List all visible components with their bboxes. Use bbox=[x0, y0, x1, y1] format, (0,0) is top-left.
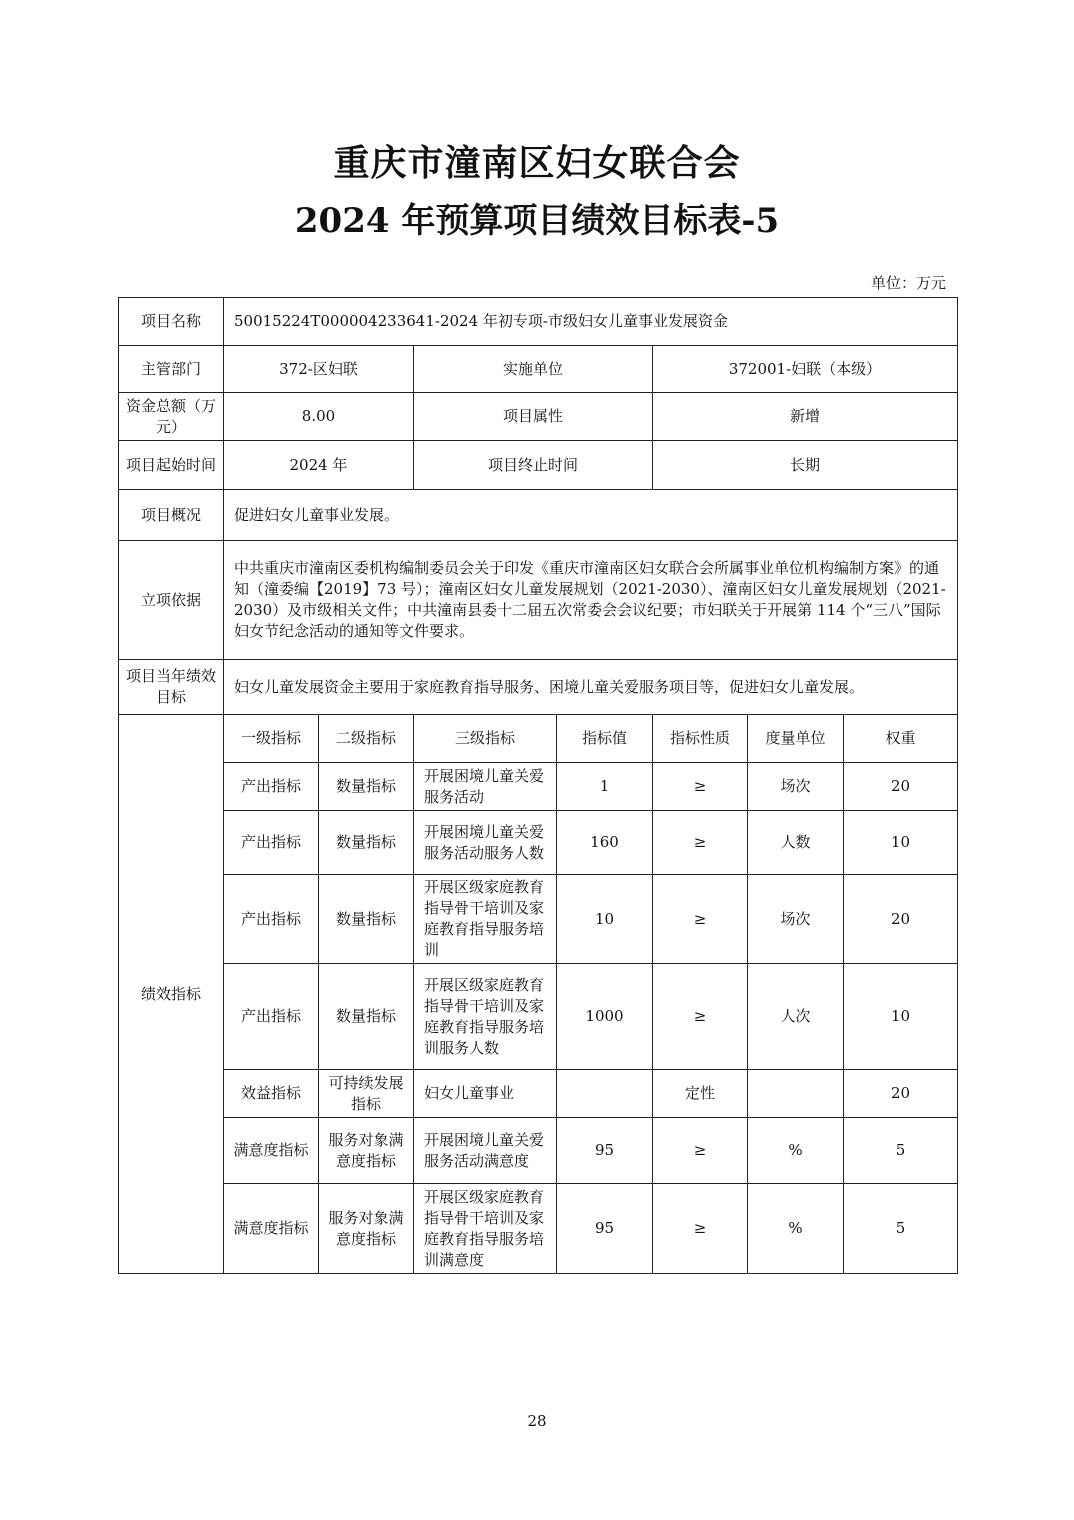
project-name-value: 50015224T000004233641-2024 年初专项-市级妇女儿童事业发展资金 bbox=[224, 298, 958, 346]
level1-cell: 满意度指标 bbox=[224, 1118, 319, 1184]
level1-cell: 产出指标 bbox=[224, 875, 319, 964]
level2-cell: 服务对象满意度指标 bbox=[319, 1118, 414, 1184]
table-row bbox=[119, 1184, 958, 1274]
level2-cell: 服务对象满意度指标 bbox=[319, 1184, 414, 1274]
level2-cell: 数量指标 bbox=[319, 964, 414, 1070]
performance-table bbox=[118, 297, 958, 1274]
value-cell: 1000 bbox=[557, 964, 653, 1070]
goal-label: 项目当年绩效目标 bbox=[119, 660, 224, 715]
weight-cell: 10 bbox=[844, 811, 958, 875]
level3-cell: 开展困境儿童关爱服务活动 bbox=[414, 763, 557, 811]
attr-label: 项目属性 bbox=[414, 393, 653, 441]
overview-label: 项目概况 bbox=[119, 490, 224, 541]
goal-value: 妇女儿童发展资金主要用于家庭教育指导服务、困境儿童关爱服务项目等，促进妇女儿童发展。 bbox=[224, 660, 958, 715]
end-value: 长期 bbox=[653, 441, 958, 490]
level2-cell: 可持续发展指标 bbox=[319, 1070, 414, 1118]
nature-cell: ≥ bbox=[653, 811, 748, 875]
level3-cell: 开展困境儿童关爱服务活动满意度 bbox=[414, 1118, 557, 1184]
weight-cell: 20 bbox=[844, 875, 958, 964]
funds-label: 资金总额（万元） bbox=[119, 393, 224, 441]
project-name-label: 项目名称 bbox=[119, 298, 224, 346]
level3-cell: 开展困境儿童关爱服务活动服务人数 bbox=[414, 811, 557, 875]
table-row bbox=[119, 763, 958, 811]
level2-cell: 数量指标 bbox=[319, 875, 414, 964]
unit-cell: 人次 bbox=[748, 964, 844, 1070]
header-level3: 三级指标 bbox=[414, 715, 557, 763]
level1-cell: 产出指标 bbox=[224, 964, 319, 1070]
table-row bbox=[119, 1070, 958, 1118]
level3-cell: 开展区级家庭教育指导骨干培训及家庭教育指导服务培训服务人数 bbox=[414, 964, 557, 1070]
table-row bbox=[119, 1118, 958, 1184]
header-weight: 权重 bbox=[844, 715, 958, 763]
weight-cell: 20 bbox=[844, 1070, 958, 1118]
table-row bbox=[119, 875, 958, 964]
nature-cell: ≥ bbox=[653, 964, 748, 1070]
value-cell bbox=[557, 1070, 653, 1118]
unit-cell: % bbox=[748, 1118, 844, 1184]
attr-value: 新增 bbox=[653, 393, 958, 441]
header-level1: 一级指标 bbox=[224, 715, 319, 763]
unit-cell: 场次 bbox=[748, 763, 844, 811]
table-row bbox=[119, 811, 958, 875]
basis-value: 中共重庆市潼南区委机构编制委员会关于印发《重庆市潼南区妇女联合会所属事业单位机构编制方案》的通知（潼委编【2019】73 号）；潼南区妇女儿童发展规划（2021-2030）、潼南区妇女儿童发展规划（2021-2030）及市级相关文件；中共潼南县委十二届五次常委会会议纪要；市妇联关于开展第 114 个“三八”国际妇女节纪念活动的通知等文件要求。 bbox=[224, 541, 958, 660]
nature-cell: ≥ bbox=[653, 1184, 748, 1274]
basis-label: 立项依据 bbox=[119, 541, 224, 660]
unit-cell: % bbox=[748, 1184, 844, 1274]
start-label: 项目起始时间 bbox=[119, 441, 224, 490]
value-cell: 10 bbox=[557, 875, 653, 964]
header-level2: 二级指标 bbox=[319, 715, 414, 763]
impl-unit-value: 372001-妇联（本级） bbox=[653, 346, 958, 393]
header-unit: 度量单位 bbox=[748, 715, 844, 763]
header-nature: 指标性质 bbox=[653, 715, 748, 763]
weight-cell: 5 bbox=[844, 1118, 958, 1184]
level3-cell: 妇女儿童事业 bbox=[414, 1070, 557, 1118]
level1-cell: 效益指标 bbox=[224, 1070, 319, 1118]
nature-cell: ≥ bbox=[653, 875, 748, 964]
document-subtitle: 2024 年预算项目绩效目标表-5 bbox=[294, 201, 780, 241]
info-section bbox=[119, 298, 958, 715]
level2-cell: 数量指标 bbox=[319, 811, 414, 875]
indicator-section bbox=[119, 715, 958, 1274]
value-cell: 95 bbox=[557, 1118, 653, 1184]
dept-value: 372-区妇联 bbox=[224, 346, 414, 393]
weight-cell: 20 bbox=[844, 763, 958, 811]
nature-cell: ≥ bbox=[653, 763, 748, 811]
value-cell: 160 bbox=[557, 811, 653, 875]
unit-cell bbox=[748, 1070, 844, 1118]
level1-cell: 满意度指标 bbox=[224, 1184, 319, 1274]
dept-label: 主管部门 bbox=[119, 346, 224, 393]
funds-value: 8.00 bbox=[224, 393, 414, 441]
level1-cell: 产出指标 bbox=[224, 811, 319, 875]
value-cell: 95 bbox=[557, 1184, 653, 1274]
indicator-section-label: 绩效指标 bbox=[119, 715, 224, 1274]
level1-cell: 产出指标 bbox=[224, 763, 319, 811]
document-title: 重庆市潼南区妇女联合会 bbox=[333, 142, 741, 184]
nature-cell: 定性 bbox=[653, 1070, 748, 1118]
value-cell: 1 bbox=[557, 763, 653, 811]
start-value: 2024 年 bbox=[224, 441, 414, 490]
page-number: 28 bbox=[527, 1412, 547, 1430]
table-row bbox=[119, 964, 958, 1070]
nature-cell: ≥ bbox=[653, 1118, 748, 1184]
unit-cell: 场次 bbox=[748, 875, 844, 964]
level3-cell: 开展区级家庭教育指导骨干培训及家庭教育指导服务培训满意度 bbox=[414, 1184, 557, 1274]
impl-unit-label: 实施单位 bbox=[414, 346, 653, 393]
level3-cell: 开展区级家庭教育指导骨干培训及家庭教育指导服务培训 bbox=[414, 875, 557, 964]
end-label: 项目终止时间 bbox=[414, 441, 653, 490]
weight-cell: 10 bbox=[844, 964, 958, 1070]
unit-label: 单位：万元 bbox=[870, 274, 946, 292]
header-value: 指标值 bbox=[557, 715, 653, 763]
overview-value: 促进妇女儿童事业发展。 bbox=[224, 490, 958, 541]
level2-cell: 数量指标 bbox=[319, 763, 414, 811]
unit-cell: 人数 bbox=[748, 811, 844, 875]
weight-cell: 5 bbox=[844, 1184, 958, 1274]
